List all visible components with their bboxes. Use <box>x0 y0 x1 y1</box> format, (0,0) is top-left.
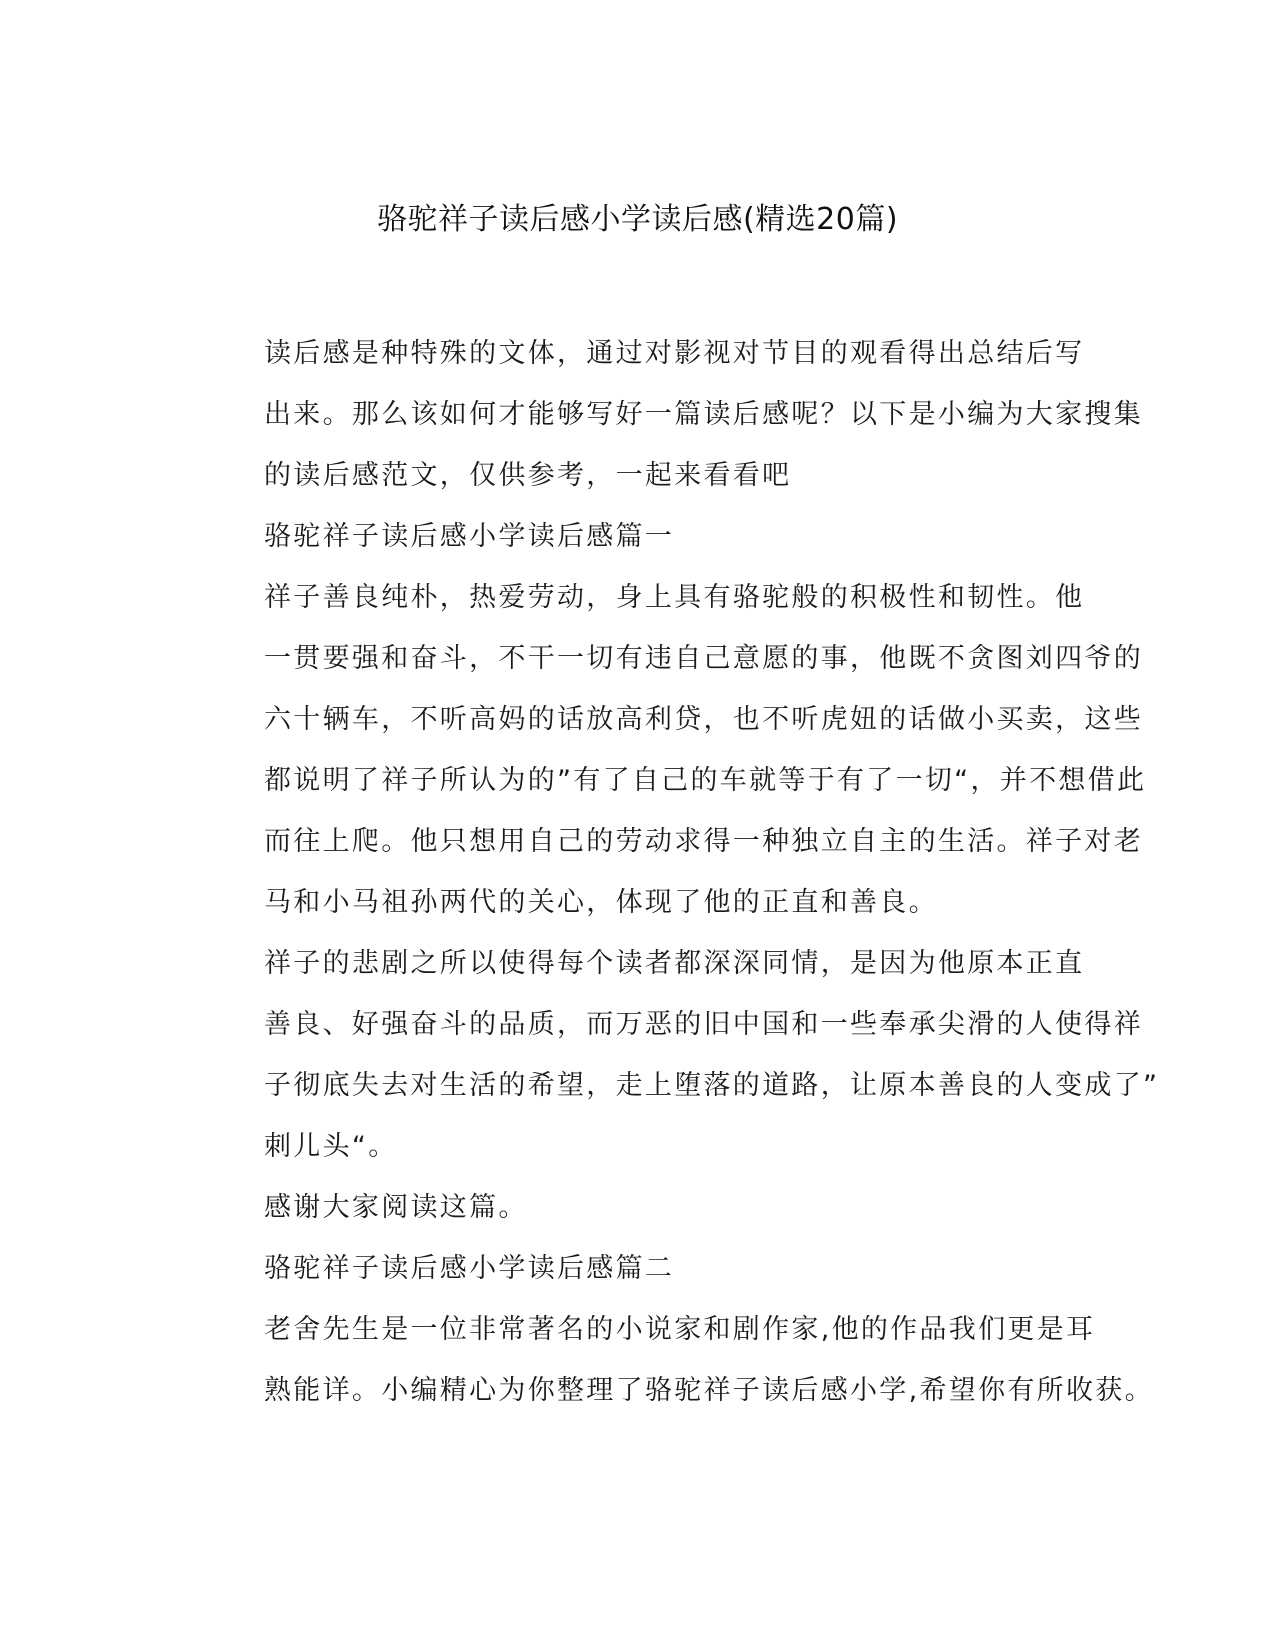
paragraph-3 <box>188 1177 1088 1238</box>
text-line: 马和小马祖孙两代的关心，体现了他的正直和善良。 <box>264 887 938 918</box>
text-line: 祥子的悲剧之所以使得每个读者都深深同情，是因为他原本正直 <box>264 948 1085 979</box>
text-line: 善良、好强奋斗的品质，而万恶的旧中国和一些奉承尖滑的人使得祥 <box>264 1009 1143 1040</box>
text-line: 老舍先生是一位非常著名的小说家和剧作家,他的作品我们更是耳 <box>264 1314 1096 1345</box>
section-heading-1 <box>188 506 1088 567</box>
text-line: 读后感是种特殊的文体，通过对影视对节目的观看得出总结后写 <box>264 338 1085 369</box>
text-line: 骆驼祥子读后感小学读后感篇二 <box>264 1253 675 1284</box>
paragraph-1 <box>188 567 1147 933</box>
text-line: 子彻底失去对生活的希望，走上堕落的道路，让原本善良的人变成了” <box>264 1070 1160 1101</box>
document-title: 骆驼祥子读后感小学读后感(精选20篇) <box>376 202 899 237</box>
text-line: 一贯要强和奋斗，不干一切有违自己意愿的事，他既不贪图刘四爷的 <box>264 643 1143 674</box>
text-line: 骆驼祥子读后感小学读后感篇一 <box>264 521 675 552</box>
text-line: 出来。那么该如何才能够写好一篇读后感呢？以下是小编为大家搜集 <box>264 399 1143 430</box>
intro-paragraph <box>188 323 1143 506</box>
text-line: 六十辆车，不听高妈的话放高利贷，也不听虎妞的话做小买卖，这些 <box>264 704 1143 735</box>
text-line: 都说明了祥子所认为的”有了自己的车就等于有了一切“，并不想借此 <box>264 765 1147 796</box>
text-line: 熟能详。小编精心为你整理了骆驼祥子读后感小学,希望你有所收获。 <box>264 1375 1154 1406</box>
text-line: 的读后感范文，仅供参考，一起来看看吧 <box>264 460 792 491</box>
text-line: 感谢大家阅读这篇。 <box>264 1192 528 1223</box>
section-heading-2 <box>188 1238 1088 1299</box>
text-line: 而往上爬。他只想用自己的劳动求得一种独立自主的生活。祥子对老 <box>264 826 1143 857</box>
paragraph-4 <box>188 1299 1154 1421</box>
text-line: 祥子善良纯朴，热爱劳动，身上具有骆驼般的积极性和韧性。他 <box>264 582 1085 613</box>
paragraph-2 <box>188 933 1160 1177</box>
text-line: 刺儿头“。 <box>264 1131 398 1162</box>
document-body <box>188 323 1160 1421</box>
